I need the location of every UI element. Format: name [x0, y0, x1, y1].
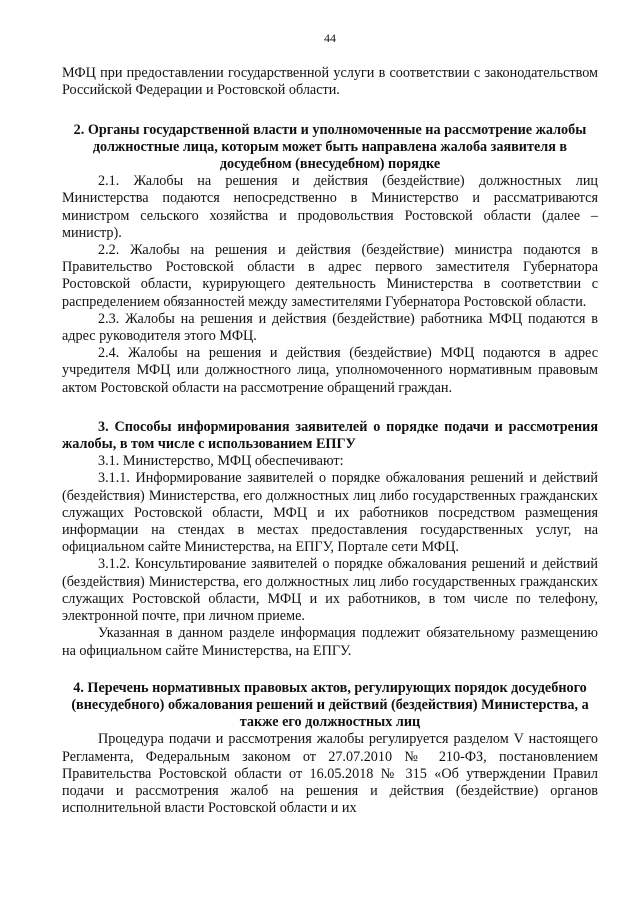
intro-paragraph: МФЦ при предоставлении государственной услуги в соответствии с законодательством Российской Федерации и Ростовской области.	[62, 65, 598, 99]
section-3-paragraph-1: 3.1. Министерство, МФЦ обеспечивают:	[98, 453, 344, 470]
section-2-heading: 2. Органы государственной власти и уполномоченные на рассмотрение жалобы должностные лица, которым может быть направлена жалоба заявителя в досудебном (внесудебном) порядке	[73, 121, 587, 173]
section-2-paragraph-4: 2.4. Жалобы на решения и действия (бездействие) МФЦ подаются в адрес учредителя МФЦ или должностного лица, уполномоченного нормативным правовым актом Ростовской области на рассмотрение обращений граждан.	[62, 345, 598, 396]
section-3-paragraph-2: 3.1.1. Информирование заявителей о порядке обжалования решений и действий (бездействия) Министерства, его должностных лиц либо государственных гражданских служащих Ростовской области, МФЦ и их работников посредством размещения информации на стендах в местах предоставления государственных услуг, на официальном сайте Министерства, на ЕПГУ, Портале сети МФЦ.	[62, 470, 598, 556]
section-3-heading: 3. Способы информирования заявителей о порядке подачи и рассмотрения жалобы, в том числе с использованием ЕПГУ	[62, 418, 598, 453]
document-page	[62, 30, 598, 817]
section-2-paragraph-2: 2.2. Жалобы на решения и действия (бездействие) министра подаются в Правительство Ростовской области в адрес первого заместителя Губернатора Ростовской области, курирующего деятельность Министерства в соответствии с распределением обязанностей между заместителями Губернатора Ростовской области.	[62, 242, 598, 310]
section-3-paragraph-4: Указанная в данном разделе информация подлежит обязательному размещению на официальном сайте Министерства, на ЕПГУ.	[62, 625, 598, 659]
section-2-paragraph-3: 2.3. Жалобы на решения и действия (бездействие) работника МФЦ подаются в адрес руководителя этого МФЦ.	[62, 310, 598, 345]
page-number: 44	[324, 31, 336, 45]
section-4-paragraph-1: Процедура подачи и рассмотрения жалобы регулируется разделом V настоящего Регламента, Федеральным законом от 27.07.2010 № 210-ФЗ, постановлением Правительства Ростовской области от 16.05.2018 № 315 «Об утверждении Правил подачи и рассмотрения жалоб на решения и действия (бездействие) органов исполнительной власти Ростовской области и их	[62, 731, 598, 817]
section-4-heading: 4. Перечень нормативных правовых актов, регулирующих порядок досудебного (внесудебного) обжалования решений и действий (бездействия) Министерства, а также его должностных лиц	[71, 679, 589, 731]
section-2-paragraph-1: 2.1. Жалобы на решения и действия (бездействие) должностных лиц Министерства подаются непосредственно в Министерство и рассматриваются министром сельского хозяйства и продовольствия Ростовской области (далее – министр).	[62, 173, 598, 241]
section-3-paragraph-3: 3.1.2. Консультирование заявителей о порядке обжалования решений и действий (бездействия) Министерства, его должностных лиц либо государственных гражданских служащих Ростовской области, МФЦ и их работников, в том числе по телефону, электронной почте, при личном приеме.	[62, 556, 598, 625]
